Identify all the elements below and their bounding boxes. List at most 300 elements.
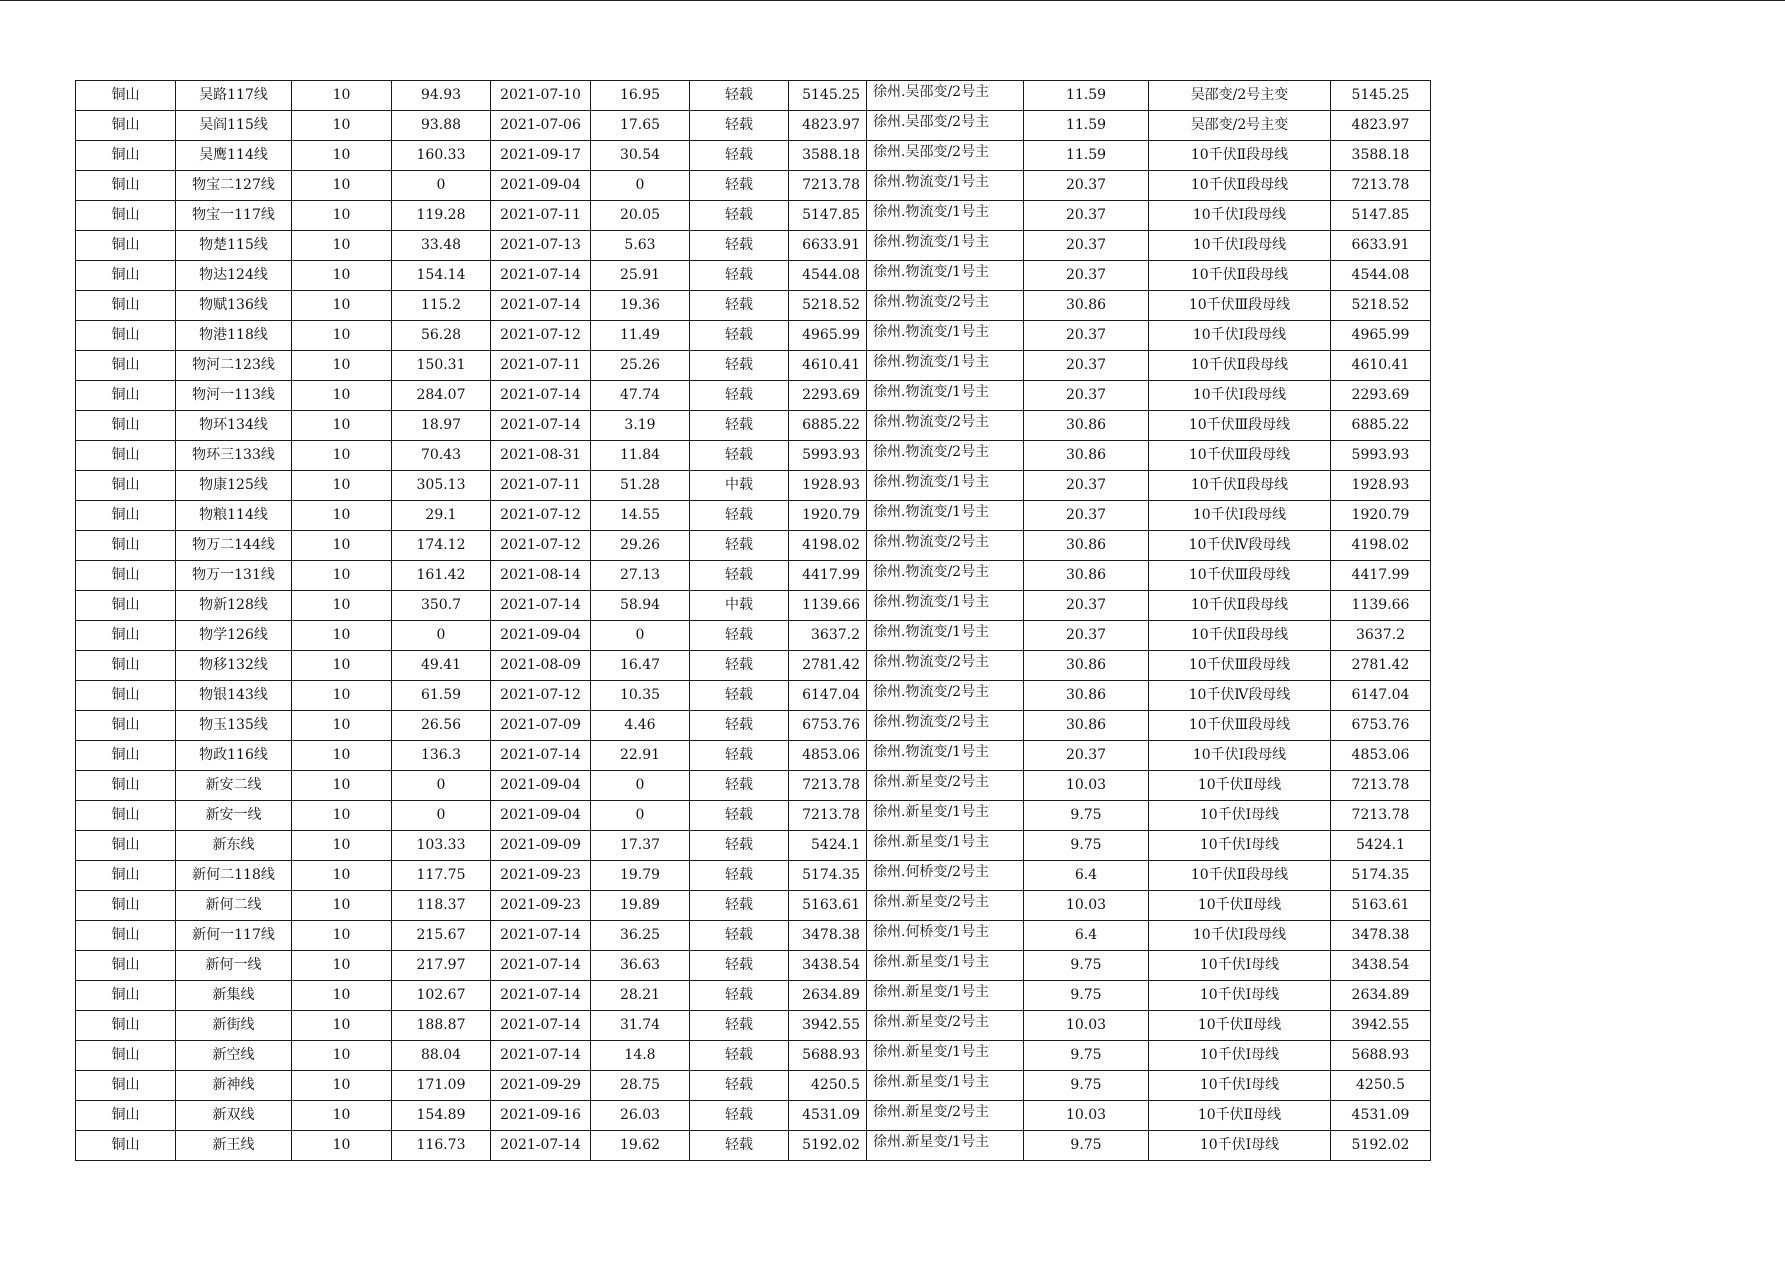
line-name-cell: 新双线 — [176, 1101, 292, 1131]
district-cell: 铜山 — [76, 831, 176, 861]
capacity-cell: 2781.42 — [789, 651, 867, 681]
busbar-cell: 10千伏Ⅲ段母线 — [1149, 411, 1331, 441]
table-row — [76, 1011, 1431, 1041]
date-cell: 2021-09-04 — [491, 621, 591, 651]
substation-text: 徐州.物流变/1号主 — [873, 354, 990, 370]
load-rate-cell: 30.54 — [591, 141, 690, 171]
district-cell: 铜山 — [76, 561, 176, 591]
transformer-load-cell: 9.75 — [1024, 831, 1149, 861]
date-cell: 2021-07-12 — [491, 681, 591, 711]
table-row — [76, 381, 1431, 411]
transformer-load-cell: 20.37 — [1024, 501, 1149, 531]
table-row — [76, 1041, 1431, 1071]
current-cell: 61.59 — [392, 681, 491, 711]
capacity-cell: 1139.66 — [789, 591, 867, 621]
district-cell: 铜山 — [76, 81, 176, 111]
load-rate-cell: 19.62 — [591, 1131, 690, 1161]
table-row — [76, 471, 1431, 501]
available-capacity-cell: 5174.35 — [1331, 861, 1431, 891]
date-cell: 2021-08-14 — [491, 561, 591, 591]
current-cell: 117.75 — [392, 861, 491, 891]
date-cell: 2021-07-14 — [491, 291, 591, 321]
substation-cell — [867, 591, 1024, 621]
capacity-cell: 5424.1 — [789, 831, 867, 861]
district-cell: 铜山 — [76, 801, 176, 831]
date-cell: 2021-07-06 — [491, 111, 591, 141]
load-status-cell: 轻载 — [690, 861, 789, 891]
district-cell: 铜山 — [76, 921, 176, 951]
current-cell: 103.33 — [392, 831, 491, 861]
transformer-load-cell: 9.75 — [1024, 981, 1149, 1011]
capacity-cell: 5218.52 — [789, 291, 867, 321]
transformer-load-cell: 20.37 — [1024, 171, 1149, 201]
busbar-cell: 10千伏Ⅱ母线 — [1149, 1101, 1331, 1131]
load-status-cell: 轻载 — [690, 951, 789, 981]
busbar-cell: 10千伏Ⅱ段母线 — [1149, 591, 1331, 621]
voltage-cell: 10 — [292, 231, 392, 261]
substation-cell — [867, 111, 1024, 141]
busbar-cell: 10千伏Ⅰ段母线 — [1149, 381, 1331, 411]
table-row — [76, 711, 1431, 741]
substation-text: 徐州.物流变/1号主 — [873, 744, 990, 760]
substation-text: 徐州.物流变/1号主 — [873, 204, 990, 220]
district-cell: 铜山 — [76, 501, 176, 531]
available-capacity-cell: 6147.04 — [1331, 681, 1431, 711]
line-name-cell: 物学126线 — [176, 621, 292, 651]
load-status-cell: 轻载 — [690, 1011, 789, 1041]
busbar-cell: 10千伏Ⅲ段母线 — [1149, 441, 1331, 471]
substation-cell — [867, 891, 1024, 921]
line-name-cell: 新安二线 — [176, 771, 292, 801]
load-status-cell: 中载 — [690, 591, 789, 621]
district-cell: 铜山 — [76, 1131, 176, 1161]
capacity-cell: 3637.2 — [789, 621, 867, 651]
voltage-cell: 10 — [292, 981, 392, 1011]
load-rate-cell: 29.26 — [591, 531, 690, 561]
date-cell: 2021-07-12 — [491, 321, 591, 351]
substation-text: 徐州.物流变/2号主 — [873, 564, 990, 580]
table-row — [76, 891, 1431, 921]
line-name-cell: 吴鹰114线 — [176, 141, 292, 171]
voltage-cell: 10 — [292, 471, 392, 501]
available-capacity-cell: 3942.55 — [1331, 1011, 1431, 1041]
current-cell: 150.31 — [392, 351, 491, 381]
table-row — [76, 171, 1431, 201]
busbar-cell: 10千伏Ⅱ段母线 — [1149, 351, 1331, 381]
feeder-load-table — [75, 80, 1431, 1161]
busbar-cell: 10千伏Ⅱ段母线 — [1149, 861, 1331, 891]
load-status-cell: 轻载 — [690, 561, 789, 591]
load-rate-cell: 19.89 — [591, 891, 690, 921]
load-rate-cell: 26.03 — [591, 1101, 690, 1131]
substation-cell — [867, 411, 1024, 441]
substation-cell — [867, 1101, 1024, 1131]
load-status-cell: 中载 — [690, 471, 789, 501]
current-cell: 118.37 — [392, 891, 491, 921]
district-cell: 铜山 — [76, 201, 176, 231]
capacity-cell: 4544.08 — [789, 261, 867, 291]
busbar-cell: 吴邵变/2号主变 — [1149, 111, 1331, 141]
substation-text: 徐州.新星变/2号主 — [873, 774, 990, 790]
voltage-cell: 10 — [292, 171, 392, 201]
load-status-cell: 轻载 — [690, 81, 789, 111]
transformer-load-cell: 20.37 — [1024, 591, 1149, 621]
table-row — [76, 621, 1431, 651]
busbar-cell: 10千伏Ⅰ母线 — [1149, 951, 1331, 981]
busbar-cell: 10千伏Ⅰ段母线 — [1149, 921, 1331, 951]
load-rate-cell: 14.8 — [591, 1041, 690, 1071]
busbar-cell: 10千伏Ⅱ母线 — [1149, 891, 1331, 921]
substation-cell — [867, 1041, 1024, 1071]
load-rate-cell: 0 — [591, 801, 690, 831]
load-rate-cell: 19.36 — [591, 291, 690, 321]
capacity-cell: 3438.54 — [789, 951, 867, 981]
load-rate-cell: 51.28 — [591, 471, 690, 501]
transformer-load-cell: 20.37 — [1024, 231, 1149, 261]
capacity-cell: 4531.09 — [789, 1101, 867, 1131]
available-capacity-cell: 4198.02 — [1331, 531, 1431, 561]
substation-text: 徐州.吴邵变/2号主 — [873, 114, 990, 130]
substation-cell — [867, 831, 1024, 861]
line-name-cell: 物环134线 — [176, 411, 292, 441]
transformer-load-cell: 9.75 — [1024, 1131, 1149, 1161]
substation-cell — [867, 561, 1024, 591]
table-row — [76, 1101, 1431, 1131]
voltage-cell: 10 — [292, 801, 392, 831]
date-cell: 2021-07-11 — [491, 471, 591, 501]
capacity-cell: 4417.99 — [789, 561, 867, 591]
substation-cell — [867, 861, 1024, 891]
load-rate-cell: 11.49 — [591, 321, 690, 351]
table-row — [76, 681, 1431, 711]
substation-text: 徐州.物流变/1号主 — [873, 174, 990, 190]
capacity-cell: 5174.35 — [789, 861, 867, 891]
district-cell: 铜山 — [76, 111, 176, 141]
available-capacity-cell: 7213.78 — [1331, 171, 1431, 201]
table-row — [76, 441, 1431, 471]
busbar-cell: 10千伏Ⅰ母线 — [1149, 981, 1331, 1011]
date-cell: 2021-07-12 — [491, 531, 591, 561]
table-row — [76, 981, 1431, 1011]
load-status-cell: 轻载 — [690, 441, 789, 471]
capacity-cell: 6147.04 — [789, 681, 867, 711]
load-status-cell: 轻载 — [690, 1131, 789, 1161]
transformer-load-cell: 10.03 — [1024, 1011, 1149, 1041]
substation-cell — [867, 1011, 1024, 1041]
capacity-cell: 4610.41 — [789, 351, 867, 381]
table-row — [76, 201, 1431, 231]
load-rate-cell: 14.55 — [591, 501, 690, 531]
available-capacity-cell: 4965.99 — [1331, 321, 1431, 351]
district-cell: 铜山 — [76, 261, 176, 291]
table-row — [76, 591, 1431, 621]
line-name-cell: 新东线 — [176, 831, 292, 861]
table-row — [76, 651, 1431, 681]
line-name-cell: 物赋136线 — [176, 291, 292, 321]
line-name-cell: 物宝二127线 — [176, 171, 292, 201]
load-status-cell: 轻载 — [690, 831, 789, 861]
district-cell: 铜山 — [76, 981, 176, 1011]
load-rate-cell: 25.26 — [591, 351, 690, 381]
busbar-cell: 10千伏Ⅱ段母线 — [1149, 471, 1331, 501]
substation-text: 徐州.新星变/2号主 — [873, 894, 990, 910]
substation-cell — [867, 171, 1024, 201]
substation-cell — [867, 231, 1024, 261]
transformer-load-cell: 11.59 — [1024, 111, 1149, 141]
capacity-cell: 1928.93 — [789, 471, 867, 501]
load-status-cell: 轻载 — [690, 651, 789, 681]
district-cell: 铜山 — [76, 231, 176, 261]
date-cell: 2021-08-09 — [491, 651, 591, 681]
load-rate-cell: 28.21 — [591, 981, 690, 1011]
district-cell: 铜山 — [76, 141, 176, 171]
load-status-cell: 轻载 — [690, 291, 789, 321]
date-cell: 2021-07-14 — [491, 381, 591, 411]
current-cell: 174.12 — [392, 531, 491, 561]
transformer-load-cell: 20.37 — [1024, 261, 1149, 291]
date-cell: 2021-09-16 — [491, 1101, 591, 1131]
line-name-cell: 物新128线 — [176, 591, 292, 621]
busbar-cell: 10千伏Ⅱ段母线 — [1149, 261, 1331, 291]
substation-text: 徐州.新星变/2号主 — [873, 1014, 990, 1030]
load-status-cell: 轻载 — [690, 1041, 789, 1071]
voltage-cell: 10 — [292, 381, 392, 411]
table-row — [76, 231, 1431, 261]
transformer-load-cell: 10.03 — [1024, 891, 1149, 921]
voltage-cell: 10 — [292, 591, 392, 621]
load-rate-cell: 27.13 — [591, 561, 690, 591]
capacity-cell: 3478.38 — [789, 921, 867, 951]
available-capacity-cell: 4544.08 — [1331, 261, 1431, 291]
current-cell: 88.04 — [392, 1041, 491, 1071]
busbar-cell: 10千伏Ⅰ母线 — [1149, 831, 1331, 861]
line-name-cell: 物河二123线 — [176, 351, 292, 381]
line-name-cell: 新何二118线 — [176, 861, 292, 891]
current-cell: 161.42 — [392, 561, 491, 591]
substation-cell — [867, 321, 1024, 351]
transformer-load-cell: 9.75 — [1024, 1041, 1149, 1071]
transformer-load-cell: 6.4 — [1024, 861, 1149, 891]
substation-text: 徐州.物流变/1号主 — [873, 474, 990, 490]
line-name-cell: 物宝一117线 — [176, 201, 292, 231]
table-body — [76, 81, 1431, 1161]
substation-text: 徐州.物流变/1号主 — [873, 234, 990, 250]
voltage-cell: 10 — [292, 81, 392, 111]
current-cell: 33.48 — [392, 231, 491, 261]
transformer-load-cell: 20.37 — [1024, 201, 1149, 231]
available-capacity-cell: 4610.41 — [1331, 351, 1431, 381]
load-rate-cell: 36.63 — [591, 951, 690, 981]
voltage-cell: 10 — [292, 321, 392, 351]
transformer-load-cell: 9.75 — [1024, 951, 1149, 981]
load-rate-cell: 47.74 — [591, 381, 690, 411]
line-name-cell: 吴路117线 — [176, 81, 292, 111]
substation-text: 徐州.新星变/1号主 — [873, 834, 990, 850]
load-status-cell: 轻载 — [690, 531, 789, 561]
line-name-cell: 吴阎115线 — [176, 111, 292, 141]
capacity-cell: 3942.55 — [789, 1011, 867, 1041]
capacity-cell: 5163.61 — [789, 891, 867, 921]
capacity-cell: 7213.78 — [789, 801, 867, 831]
current-cell: 154.14 — [392, 261, 491, 291]
substation-cell — [867, 1131, 1024, 1161]
table-row — [76, 81, 1431, 111]
table-row — [76, 501, 1431, 531]
load-status-cell: 轻载 — [690, 261, 789, 291]
capacity-cell: 7213.78 — [789, 771, 867, 801]
current-cell: 26.56 — [392, 711, 491, 741]
table-row — [76, 831, 1431, 861]
capacity-cell: 4823.97 — [789, 111, 867, 141]
load-rate-cell: 58.94 — [591, 591, 690, 621]
substation-cell — [867, 291, 1024, 321]
date-cell: 2021-08-31 — [491, 441, 591, 471]
transformer-load-cell: 20.37 — [1024, 471, 1149, 501]
line-name-cell: 物楚115线 — [176, 231, 292, 261]
line-name-cell: 新何一117线 — [176, 921, 292, 951]
available-capacity-cell: 1139.66 — [1331, 591, 1431, 621]
current-cell: 215.67 — [392, 921, 491, 951]
date-cell: 2021-07-14 — [491, 981, 591, 1011]
current-cell: 102.67 — [392, 981, 491, 1011]
district-cell: 铜山 — [76, 411, 176, 441]
date-cell: 2021-07-14 — [491, 591, 591, 621]
district-cell: 铜山 — [76, 1071, 176, 1101]
table-row — [76, 771, 1431, 801]
busbar-cell: 10千伏Ⅰ母线 — [1149, 1131, 1331, 1161]
substation-text: 徐州.新星变/1号主 — [873, 954, 990, 970]
busbar-cell: 10千伏Ⅰ段母线 — [1149, 321, 1331, 351]
transformer-load-cell: 30.86 — [1024, 441, 1149, 471]
available-capacity-cell: 6753.76 — [1331, 711, 1431, 741]
date-cell: 2021-07-14 — [491, 261, 591, 291]
substation-text: 徐州.新星变/1号主 — [873, 984, 990, 1000]
voltage-cell: 10 — [292, 681, 392, 711]
load-status-cell: 轻载 — [690, 621, 789, 651]
current-cell: 56.28 — [392, 321, 491, 351]
load-status-cell: 轻载 — [690, 321, 789, 351]
line-name-cell: 新何二线 — [176, 891, 292, 921]
district-cell: 铜山 — [76, 351, 176, 381]
available-capacity-cell: 2781.42 — [1331, 651, 1431, 681]
available-capacity-cell: 5993.93 — [1331, 441, 1431, 471]
voltage-cell: 10 — [292, 951, 392, 981]
voltage-cell: 10 — [292, 891, 392, 921]
substation-text: 徐州.物流变/2号主 — [873, 414, 990, 430]
line-name-cell: 物政116线 — [176, 741, 292, 771]
available-capacity-cell: 4250.5 — [1331, 1071, 1431, 1101]
voltage-cell: 10 — [292, 861, 392, 891]
load-status-cell: 轻载 — [690, 681, 789, 711]
transformer-load-cell: 11.59 — [1024, 81, 1149, 111]
current-cell: 116.73 — [392, 1131, 491, 1161]
voltage-cell: 10 — [292, 201, 392, 231]
substation-cell — [867, 441, 1024, 471]
table-row — [76, 111, 1431, 141]
substation-text: 徐州.物流变/2号主 — [873, 534, 990, 550]
capacity-cell: 1920.79 — [789, 501, 867, 531]
current-cell: 154.89 — [392, 1101, 491, 1131]
line-name-cell: 物河一113线 — [176, 381, 292, 411]
busbar-cell: 10千伏Ⅰ母线 — [1149, 1041, 1331, 1071]
available-capacity-cell: 7213.78 — [1331, 771, 1431, 801]
load-rate-cell: 20.05 — [591, 201, 690, 231]
capacity-cell: 4853.06 — [789, 741, 867, 771]
voltage-cell: 10 — [292, 741, 392, 771]
current-cell: 119.28 — [392, 201, 491, 231]
date-cell: 2021-09-04 — [491, 171, 591, 201]
line-name-cell: 物环三133线 — [176, 441, 292, 471]
transformer-load-cell: 20.37 — [1024, 321, 1149, 351]
available-capacity-cell: 2293.69 — [1331, 381, 1431, 411]
table-row — [76, 1131, 1431, 1161]
district-cell: 铜山 — [76, 441, 176, 471]
available-capacity-cell: 5688.93 — [1331, 1041, 1431, 1071]
line-name-cell: 物康125线 — [176, 471, 292, 501]
line-name-cell: 物万二144线 — [176, 531, 292, 561]
voltage-cell: 10 — [292, 531, 392, 561]
district-cell: 铜山 — [76, 531, 176, 561]
substation-text: 徐州.新星变/1号主 — [873, 1074, 990, 1090]
load-status-cell: 轻载 — [690, 771, 789, 801]
load-status-cell: 轻载 — [690, 201, 789, 231]
load-status-cell: 轻载 — [690, 171, 789, 201]
capacity-cell: 5192.02 — [789, 1131, 867, 1161]
current-cell: 29.1 — [392, 501, 491, 531]
line-name-cell: 新安一线 — [176, 801, 292, 831]
district-cell: 铜山 — [76, 381, 176, 411]
load-status-cell: 轻载 — [690, 111, 789, 141]
available-capacity-cell: 2634.89 — [1331, 981, 1431, 1011]
table-row — [76, 411, 1431, 441]
substation-text: 徐州.新星变/1号主 — [873, 1044, 990, 1060]
busbar-cell: 吴邵变/2号主变 — [1149, 81, 1331, 111]
transformer-load-cell: 10.03 — [1024, 1101, 1149, 1131]
date-cell: 2021-07-13 — [491, 231, 591, 261]
busbar-cell: 10千伏Ⅲ段母线 — [1149, 291, 1331, 321]
load-status-cell: 轻载 — [690, 711, 789, 741]
substation-text: 徐州.物流变/1号主 — [873, 594, 990, 610]
table-row — [76, 561, 1431, 591]
busbar-cell: 10千伏Ⅲ段母线 — [1149, 711, 1331, 741]
available-capacity-cell: 5192.02 — [1331, 1131, 1431, 1161]
busbar-cell: 10千伏Ⅰ段母线 — [1149, 201, 1331, 231]
available-capacity-cell: 3478.38 — [1331, 921, 1431, 951]
line-name-cell: 新集线 — [176, 981, 292, 1011]
substation-cell — [867, 771, 1024, 801]
date-cell: 2021-07-10 — [491, 81, 591, 111]
line-name-cell: 新何一线 — [176, 951, 292, 981]
load-rate-cell: 3.19 — [591, 411, 690, 441]
current-cell: 284.07 — [392, 381, 491, 411]
district-cell: 铜山 — [76, 891, 176, 921]
substation-text: 徐州.物流变/2号主 — [873, 294, 990, 310]
busbar-cell: 10千伏Ⅰ母线 — [1149, 1071, 1331, 1101]
capacity-cell: 2634.89 — [789, 981, 867, 1011]
load-rate-cell: 5.63 — [591, 231, 690, 261]
current-cell: 0 — [392, 771, 491, 801]
load-rate-cell: 16.95 — [591, 81, 690, 111]
available-capacity-cell: 4417.99 — [1331, 561, 1431, 591]
busbar-cell: 10千伏Ⅳ段母线 — [1149, 531, 1331, 561]
available-capacity-cell: 5424.1 — [1331, 831, 1431, 861]
date-cell: 2021-09-17 — [491, 141, 591, 171]
voltage-cell: 10 — [292, 111, 392, 141]
table-row — [76, 861, 1431, 891]
busbar-cell: 10千伏Ⅰ母线 — [1149, 801, 1331, 831]
table-row — [76, 321, 1431, 351]
line-name-cell: 新街线 — [176, 1011, 292, 1041]
